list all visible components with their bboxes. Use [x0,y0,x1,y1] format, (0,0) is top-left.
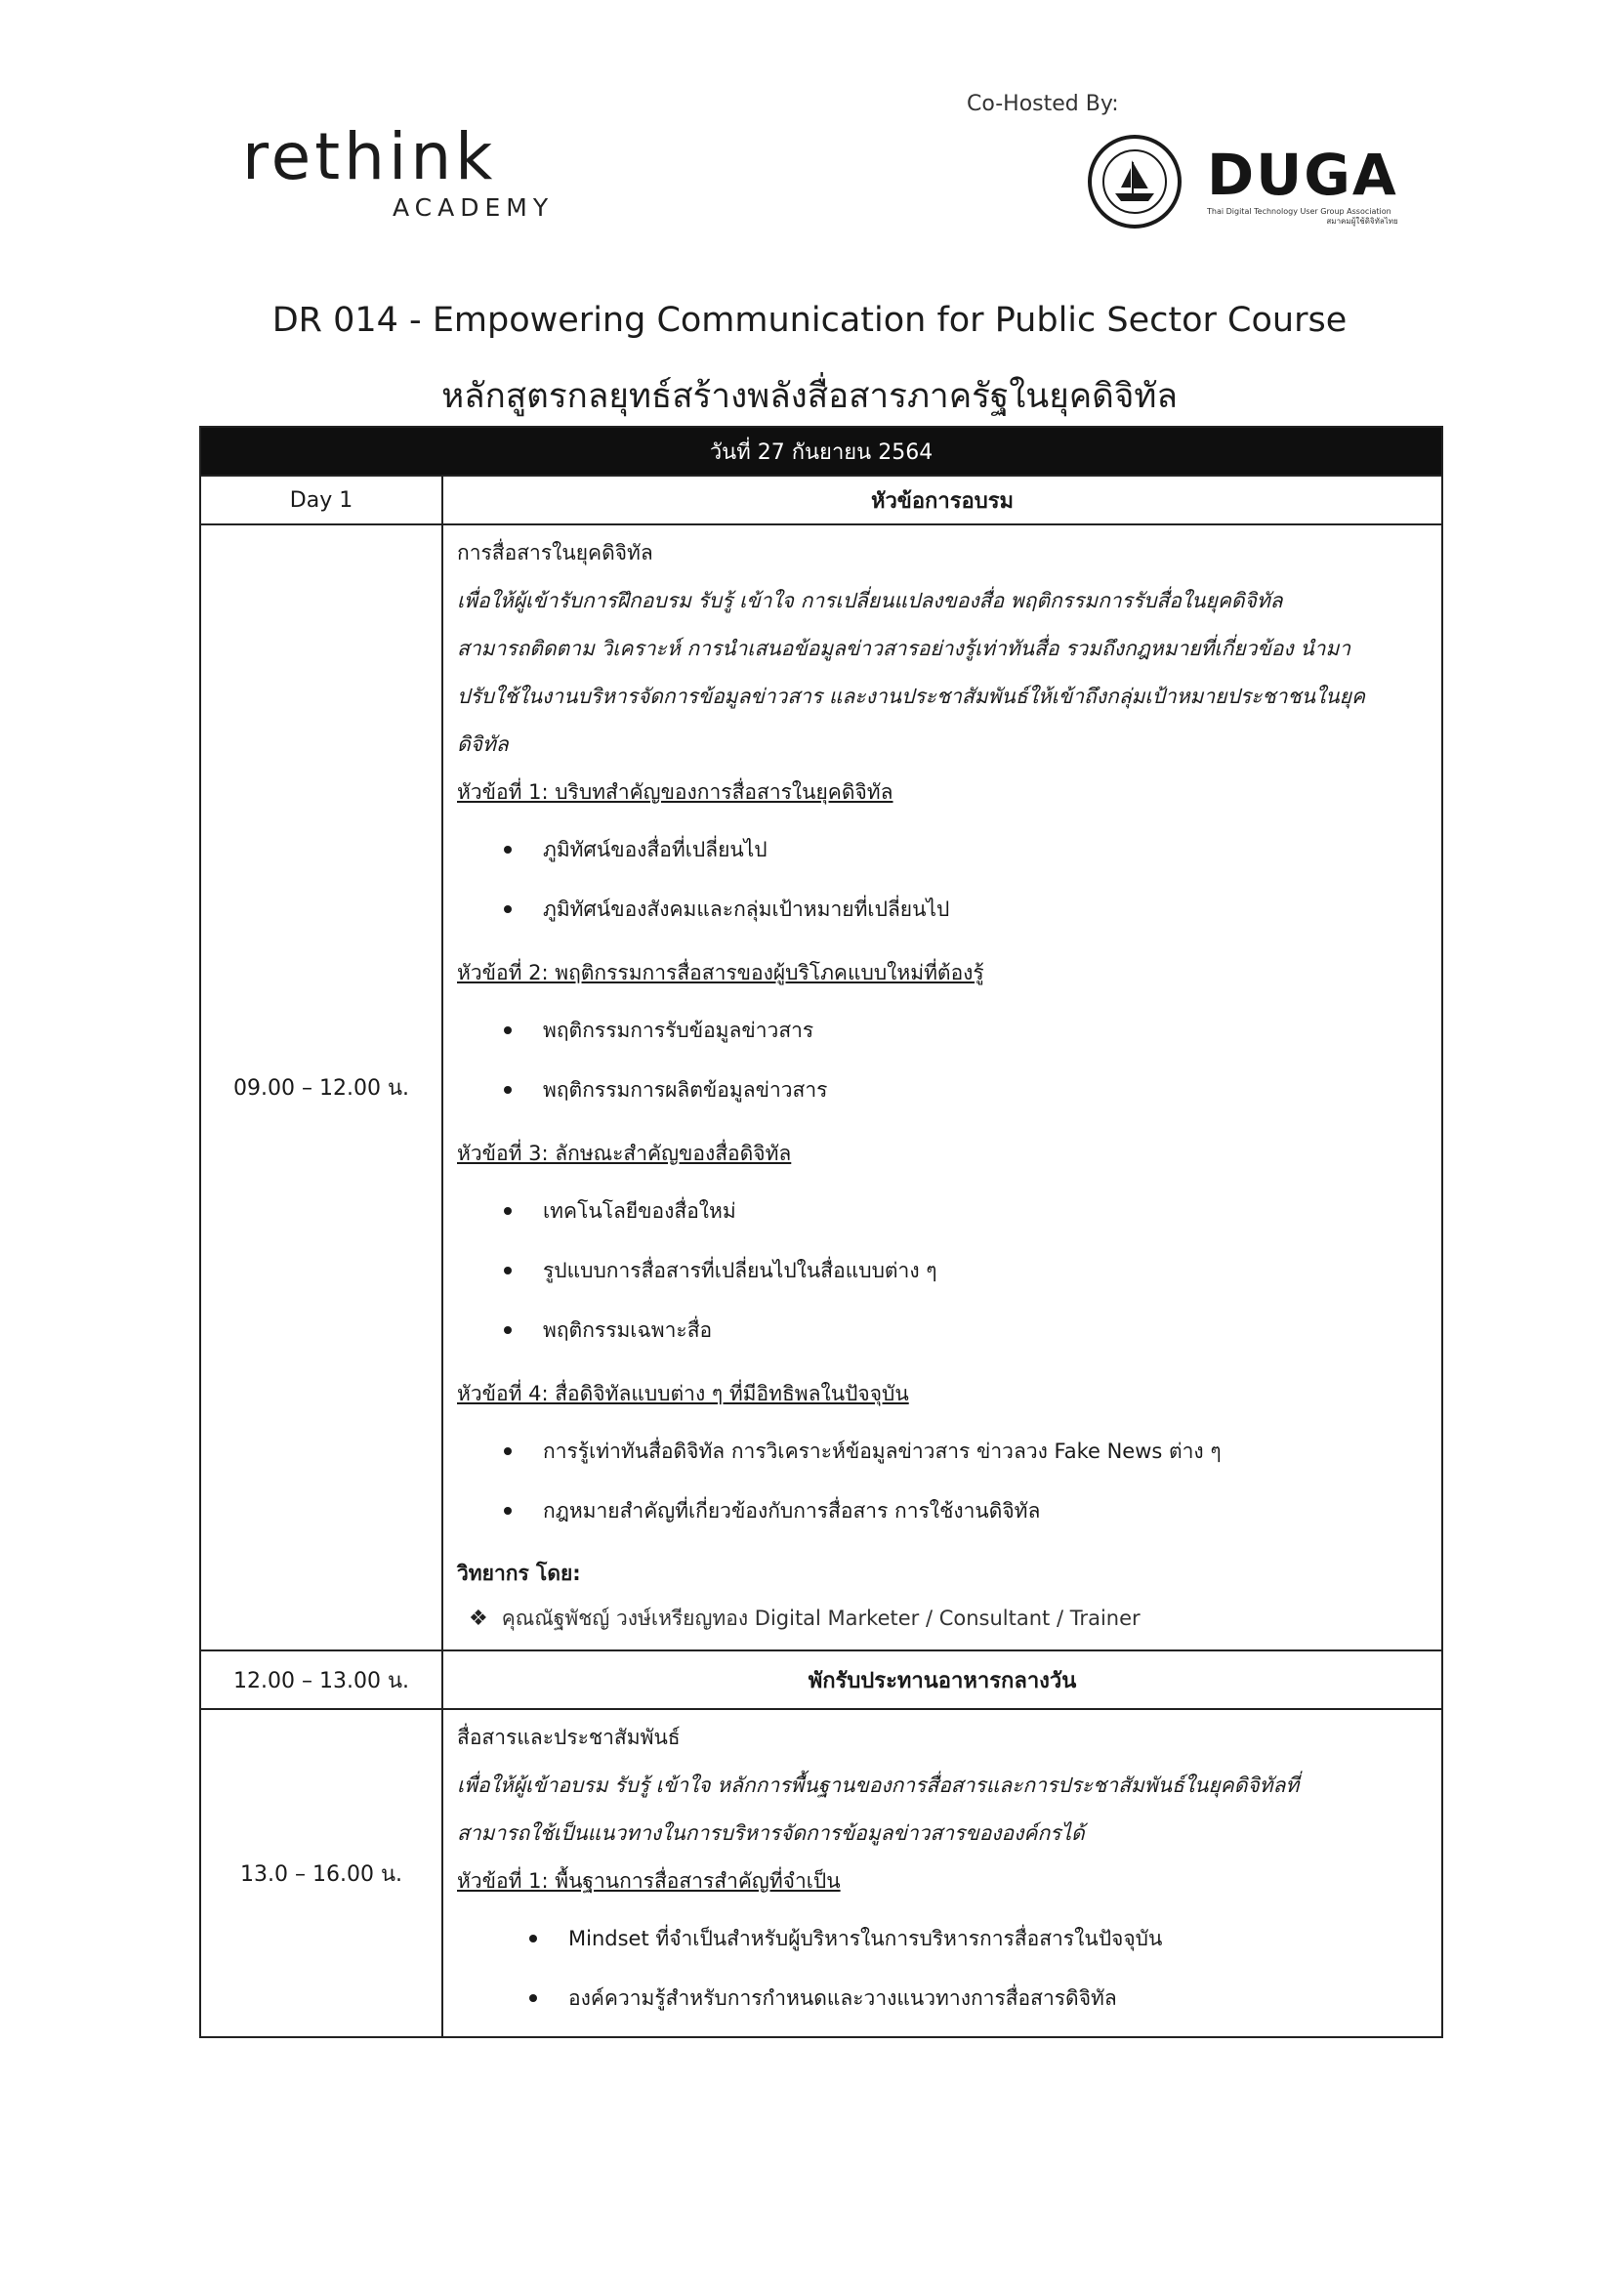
topic-bullet-list [457,1001,1428,1120]
list-item: องค์ความรู้สำหรับการกำหนดและวางแนวทางการสื่อสารดิจิทัล [457,1969,1428,2028]
topic-heading: หัวข้อที่ 1: พื้นฐานการสื่อสารสำคัญที่จำเป็น [457,1869,841,1893]
lunch-label: พักรับประทานอาหารกลางวัน [442,1650,1442,1709]
session-lead-line: เพื่อให้ผู้เข้ารับการฝึกอบรม รับรู้ เข้าใจ การเปลี่ยนแปลงของสื่อ พฤติกรรมการรับสื่อในยุคดิจิทัล [457,589,1283,612]
topic-bullet-list [457,820,1428,939]
bullet-dot-icon [504,1207,512,1215]
session-time: 09.00 – 12.00 น. [200,524,442,1650]
bullet-dot-icon [504,846,512,854]
duga-logo [1207,142,1398,228]
session-row-morning [200,524,1442,1650]
session-content [442,1709,1442,2037]
speaker-line [457,1596,1428,1642]
bullet-dot-icon [529,1935,537,1942]
bullet-dot-icon [504,1447,512,1455]
bullet-dot-icon [529,1994,537,2002]
lunch-time: 12.00 – 13.00 น. [200,1650,442,1709]
topic-header: หัวข้อการอบรม [442,476,1442,524]
session-title: สื่อสารและประชาสัมพันธ์ [457,1726,681,1749]
session-lead-line: เพื่อให้ผู้เข้าอบรม รับรู้ เข้าใจ หลักการพื้นฐานของการสื่อสารและการประชาสัมพันธ์ในยุคดิจิทัลที่ [457,1774,1300,1797]
bullet-dot-icon [504,1026,512,1034]
list-item: พฤติกรรมการรับข้อมูลข่าวสาร [457,1001,1428,1061]
list-item: รูปแบบการสื่อสารที่เปลี่ยนไปในสื่อแบบต่าง ๆ [457,1241,1428,1301]
rethink-academy-logo [242,119,555,222]
session-lead-line: ปรับใช้ในงานบริหารจัดการข้อมูลข่าวสาร และงานประชาสัมพันธ์ให้เข้าถึงกลุ่มเป้าหมายประชาชนในยุค [457,685,1365,708]
session-time: 13.0 – 16.00 น. [200,1709,442,2037]
duga-subtext-en: Thai Digital Technology User Group Association [1207,207,1391,216]
topic-heading: หัวข้อที่ 2: พฤติกรรมการสื่อสารของผู้บริโภคแบบใหม่ที่ต้องรู้ [457,961,984,984]
bullet-dot-icon [504,1326,512,1334]
lunch-row [200,1650,1442,1709]
list-item: ภูมิทัศน์ของสังคมและกลุ่มเป้าหมายที่เปลี่ยนไป [457,880,1428,939]
bullet-dot-icon [504,905,512,913]
session-lead-line: สามารถใช้เป็นแนวทางในการบริหารจัดการข้อมูลข่าวสารขององค์กรได้ [457,1821,1085,1845]
topic-bullet-list [457,1182,1428,1360]
logo-text: rethink [242,119,497,194]
date-label: วันที่ 27 กันยายน 2564 [200,427,1442,476]
speaker-title: วิทยากร โดย: [457,1562,581,1585]
diamond-bullet-icon: ❖ [469,1607,488,1631]
list-item: พฤติกรรมการผลิตข้อมูลข่าวสาร [457,1061,1428,1120]
topic-bullet-list [457,1909,1428,2028]
bullet-dot-icon [504,1086,512,1094]
logo-subtext: ACADEMY [393,193,555,222]
list-item: การรู้เท่าทันสื่อดิจิทัล การวิเคราะห์ข้อมูลข่าวสาร ข่าวลวง Fake News ต่าง ๆ [457,1422,1428,1482]
day-header: Day 1 [200,476,442,524]
list-item: ภูมิทัศน์ของสื่อที่เปลี่ยนไป [457,820,1428,880]
bullet-dot-icon [504,1267,512,1274]
course-title-english: DR 014 - Empowering Communication for Public Sector Course [271,301,1348,340]
list-item: กฎหมายสำคัญที่เกี่ยวข้องกับการสื่อสาร การใช้งานดิจิทัล [457,1482,1428,1541]
session-row-afternoon [200,1709,1442,2037]
session-lead-line: ดิจิทัล [457,732,509,756]
depa-seal-icon [1086,133,1183,230]
bullet-dot-icon [504,1507,512,1515]
topic-heading: หัวข้อที่ 4: สื่อดิจิทัลแบบต่าง ๆ ที่มีอิทธิพลในปัจจุบัน [457,1382,909,1405]
topic-heading: หัวข้อที่ 3: ลักษณะสำคัญของสื่อดิจิทัล [457,1142,792,1165]
cohost-label: Co-Hosted By: [967,92,1119,116]
date-row [200,427,1442,476]
course-title-thai: หลักสูตรกลยุทธ์สร้างพลังสื่อสารภาครัฐในยุคดิจิทัล [441,377,1178,416]
header-row [200,476,1442,524]
topic-bullet-list [457,1422,1428,1541]
duga-logo-text: DUGA [1207,142,1398,208]
list-item: พฤติกรรมเฉพาะสื่อ [457,1301,1428,1360]
schedule-table [199,426,1443,2038]
session-title: การสื่อสารในยุคดิจิทัล [457,541,653,564]
session-lead-line: สามารถติดตาม วิเคราะห์ การนำเสนอข้อมูลข่าวสารอย่างรู้เท่าทันสื่อ รวมถึงกฎหมายที่เกี่ยวข้อง นำมา [457,637,1351,660]
session-content [442,524,1442,1650]
list-item: เทคโนโลยีของสื่อใหม่ [457,1182,1428,1241]
topic-heading: หัวข้อที่ 1: บริบทสำคัญของการสื่อสารในยุคดิจิทัล [457,780,893,804]
duga-subtext-th: สมาคมผู้ใช้ดิจิทัลไทย [1326,217,1398,227]
list-item: Mindset ที่จำเป็นสำหรับผู้บริหารในการบริหารการสื่อสารในปัจจุบัน [457,1909,1428,1969]
speaker-name: คุณณัฐพัชญ์ วงษ์เหรียญทอง Digital Marketer / Consultant / Trainer [501,1607,1141,1630]
